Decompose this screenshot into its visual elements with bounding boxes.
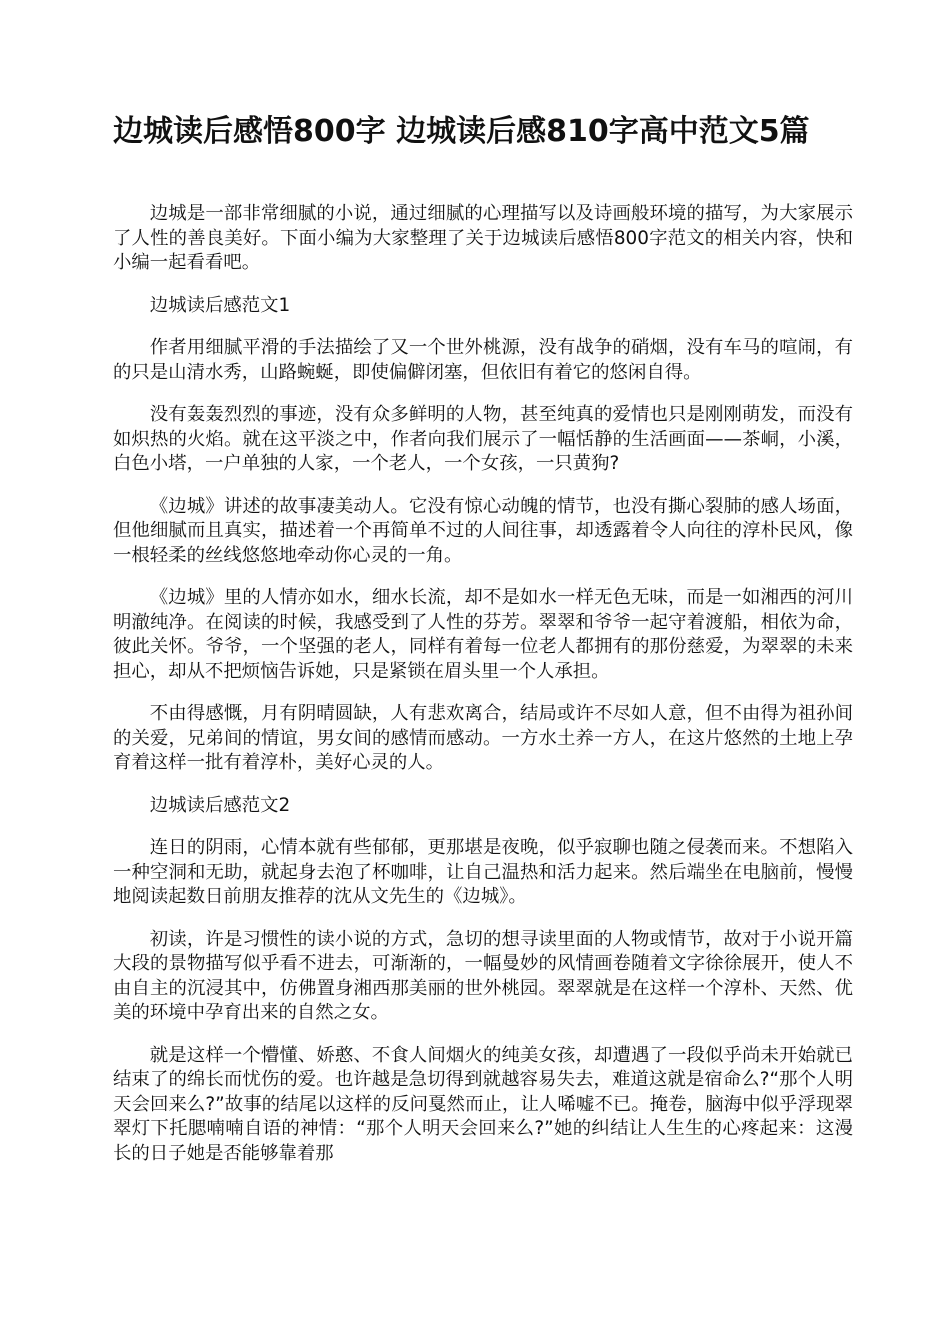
document-title: 边城读后感悟800字 边城读后感810字高中范文5篇: [113, 114, 810, 149]
paragraph: 连日的阴雨，心情本就有些郁郁，更那堪是夜晚，似乎寂聊也随之侵袭而来。不想陷入一种空洞和无助，就起身去泡了杯咖啡，让自己温热和活力起来。然后端坐在电脑前，慢慢地阅读起数日前朋友推荐的沈从文先生的《边城》。: [113, 837, 853, 907]
section-heading-1: 边城读后感范文1: [149, 294, 291, 316]
paragraph: 《边城》里的人情亦如水，细水长流，却不是如水一样无色无味，而是一如湘西的河川明澈纯净。在阅读的时候，我感受到了人性的芬芳。翠翠和爷爷一起守着渡船，相依为命，彼此关怀。爷爷，一个坚强的老人，同样有着每一位老人都拥有的那份慈爱，为翠翠的未来担心，却从不把烦恼告诉她，只是紧锁在眉头里一个人承担。: [113, 587, 853, 682]
section-heading-2: 边城读后感范文2: [149, 794, 291, 816]
paragraph: 作者用细腻平滑的手法描绘了又一个世外桃源，没有战争的硝烟，没有车马的喧闹，有的只是山清水秀，山路蜿蜒，即使偏僻闭塞，但依旧有着它的悠闲自得。: [113, 337, 853, 383]
paragraph: 不由得感慨，月有阴晴圆缺，人有悲欢离合，结局或许不尽如人意，但不由得为祖孙间的关爱，兄弟间的情谊，男女间的感情而感动。一方水土养一方人，在这片悠然的土地上孕育着这样一批有着淳朴，美好心灵的人。: [113, 703, 853, 773]
document-body: [113, 202, 853, 1166]
paragraph-intro: 边城是一部非常细腻的小说，通过细腻的心理描写以及诗画般环境的描写，为大家展示了人性的善良美好。下面小编为大家整理了关于边城读后感悟800字范文的相关内容，快和小编一起看看吧。: [113, 203, 853, 273]
paragraph: 初读，许是习惯性的读小说的方式，急切的想寻读里面的人物或情节，故对于小说开篇大段的景物描写似乎看不进去，可渐渐的，一幅曼妙的风情画卷随着文字徐徐展开，使人不由自主的沉浸其中，仿佛置身湘西那美丽的世外桃园。翠翠就是在这样一个淳朴、天然、优美的环境中孕育出来的自然之女。: [113, 928, 853, 1023]
paragraph: 就是这样一个懵懂、娇憨、不食人间烟火的纯美女孩，却遭遇了一段似乎尚未开始就已结束了的绵长而忧伤的爱。也许越是急切得到就越容易失去，难道这就是宿命么?“那个人明天会回来么?”故事的结尾以这样的反问戛然而止，让人唏嘘不已。掩卷，脑海中似乎浮现翠翠灯下托腮喃喃自语的神情：“那个人明天会回来么?”她的纠结让人生生的心疼起来：这漫长的日子她是否能够靠着那: [113, 1044, 853, 1164]
paragraph: 没有轰轰烈烈的事迹，没有众多鲜明的人物，甚至纯真的爱情也只是刚刚萌发，而没有如炽热的火焰。就在这平淡之中，作者向我们展示了一幅恬静的生活画面——茶峒，小溪，白色小塔，一户单独的人家，一个老人，一个女孩，一只黄狗?: [113, 404, 853, 474]
paragraph: 《边城》讲述的故事凄美动人。它没有惊心动魄的情节，也没有撕心裂肺的感人场面，但他细腻而且真实，描述着一个再简单不过的人间往事，却透露着令人向往的淳朴民风，像一根轻柔的丝线悠悠地牵动你心灵的一角。: [113, 495, 853, 566]
document-page: [113, 110, 853, 1184]
